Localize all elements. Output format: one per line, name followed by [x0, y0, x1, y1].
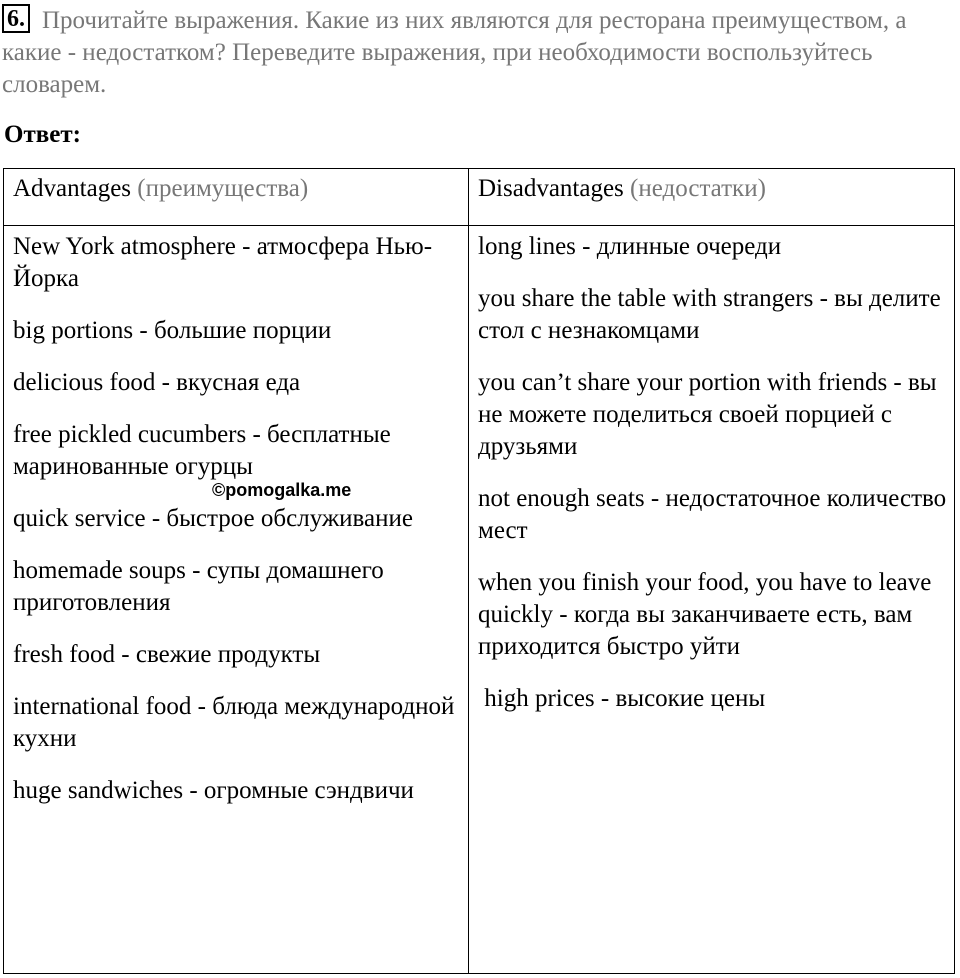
disadvantages-header-ru: (недостатки) [630, 175, 766, 202]
answer-table [3, 168, 955, 974]
task-number-badge: 6. [2, 4, 30, 33]
task-text: Прочитайте выражения. Какие из них являются для ресторана преимуществом, а какие - недостатком? Переведите выражения, при необходимости воспользуйтесь словарем. [2, 7, 907, 98]
advantage-item: homemade soups - супы домашнего приготовления [13, 557, 384, 616]
disadvantage-item: long lines - длинные очереди [478, 233, 782, 260]
disadvantage-item: you share the table with strangers - вы делите стол с незнакомцами [478, 285, 941, 344]
advantage-item: delicious food - вкусная еда [13, 369, 301, 396]
advantages-header-en: Advantages [13, 175, 132, 202]
advantage-item: big portions - большие порции [13, 317, 332, 344]
advantages-list [13, 231, 461, 827]
disadvantage-item: high prices - высокие цены [478, 685, 766, 712]
disadvantages-header-en: Disadvantages [478, 175, 624, 202]
watermark: ©pomogalka.me [212, 480, 352, 500]
disadvantage-item: not enough seats - недостаточное количество мест [478, 485, 947, 544]
advantage-item: free pickled cucumbers - бесплатные маринованные огурцы [13, 421, 391, 480]
advantage-item: fresh food - свежие продукты [13, 641, 321, 668]
advantages-header [13, 173, 308, 205]
advantage-item: international food - блюда международной кухни [13, 693, 455, 752]
advantage-item: New York atmosphere - атмосфера Нью-Йорка [13, 233, 433, 292]
task-statement [2, 4, 952, 101]
column-divider [468, 169, 469, 973]
advantage-item: huge sandwiches - огромные сэндвичи [13, 777, 414, 804]
disadvantages-list [478, 231, 950, 735]
advantage-item: quick service - быстрое обслуживание [13, 505, 413, 532]
advantages-header-ru: (преимущества) [137, 175, 309, 202]
disadvantage-item: when you finish your food, you have to leave quickly - когда вы заканчиваете есть, вам приходится быстро уйти [478, 569, 932, 660]
disadvantages-header [478, 173, 766, 205]
header-divider [4, 225, 954, 226]
answer-label: Ответ: [4, 121, 81, 148]
disadvantage-item: you can’t share your portion with friends - вы не можете поделиться своей порцией с друзьями [478, 369, 937, 460]
